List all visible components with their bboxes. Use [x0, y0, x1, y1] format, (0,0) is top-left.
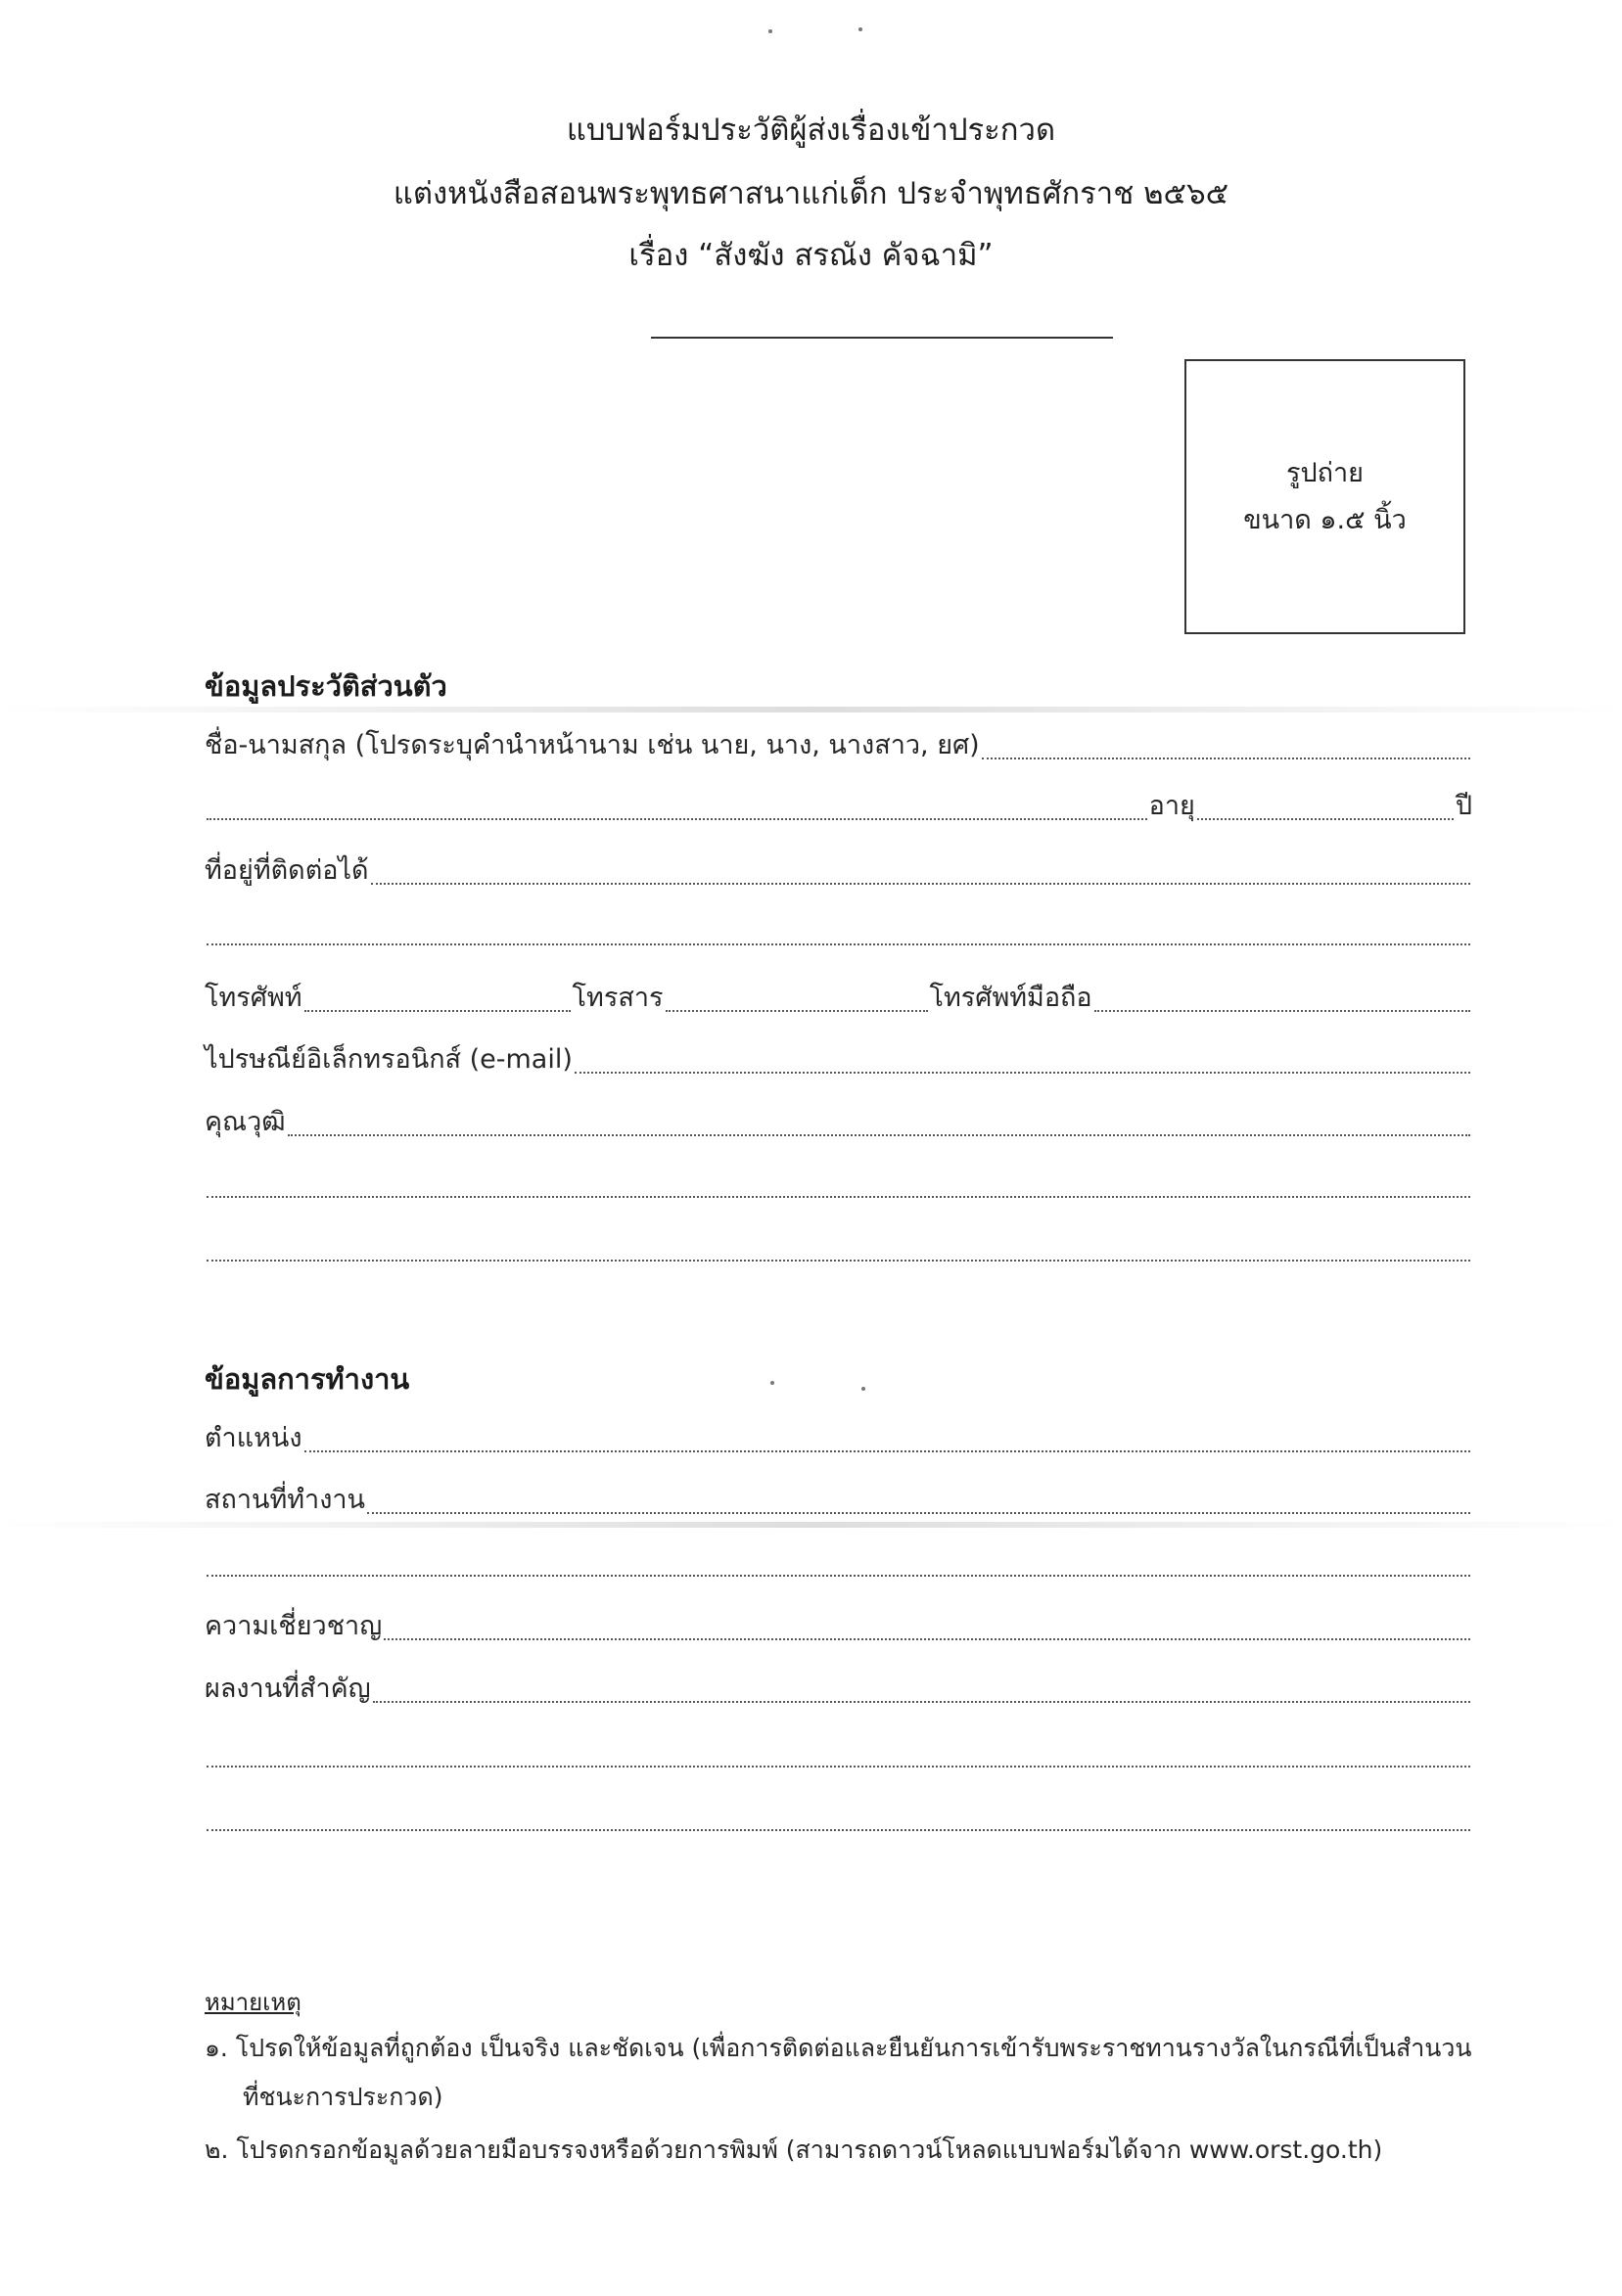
name-age-row [205, 790, 1472, 829]
note-1-line-2: ที่ชนะการประกวด) [243, 2083, 443, 2111]
position-field[interactable] [304, 1449, 1470, 1452]
form-title-line-3: เรื่อง “สังฆัง สรณัง คัจฉามิ” [628, 238, 994, 273]
name-row [205, 729, 1472, 768]
form-title-line-1: แบบฟอร์มประวัติผู้ส่งเรื่องเข้าประกวด [566, 113, 1056, 148]
form-title-line-2: แต่งหนังสือสอนพระพุทธศาสนาแก่เด็ก ประจำพุทธศักราช ๒๕๖๕ [393, 176, 1229, 211]
mobile-label: โทรศัพท์มือถือ [929, 983, 1092, 1013]
achievements-field-line-3[interactable] [207, 1828, 1470, 1831]
age-label: อายุ [1148, 791, 1195, 821]
position-row [205, 1422, 1472, 1461]
age-unit-label: ปี [1455, 791, 1472, 821]
scan-speck [770, 1381, 774, 1385]
address-field[interactable] [371, 882, 1470, 885]
qualification-row-continued [205, 1168, 1472, 1207]
note-2: ๒. โปรดกรอกข้อมูลด้วยลายมือบรรจงหรือด้วยการพิมพ์ (สามารถดาวน์โหลดแบบฟอร์มได้จาก www.orst.go.th) [205, 2135, 1383, 2164]
achievements-row-continued [205, 1801, 1472, 1840]
qualification-field-line-2[interactable] [207, 1195, 1470, 1198]
qualification-field-line-3[interactable] [207, 1259, 1470, 1262]
achievements-row-continued [205, 1737, 1472, 1776]
position-label: ตำแหน่ง [205, 1423, 302, 1453]
achievements-row [205, 1673, 1472, 1712]
name-field[interactable] [982, 757, 1470, 759]
name-label: ชื่อ-นามสกุล (โปรดระบุคำนำหน้านาม เช่น นาย, นาง, นางสาว, ยศ) [205, 730, 980, 760]
address-label: ที่อยู่ที่ติดต่อได้ [205, 855, 369, 886]
workplace-row [205, 1484, 1472, 1523]
photo-label: รูปถ่าย [1286, 457, 1364, 488]
photo-size-label: ขนาด ๑.๕ นิ้ว [1243, 504, 1407, 535]
expertise-label: ความเชี่ยวชาญ [205, 1611, 383, 1641]
work-info-heading: ข้อมูลการทำงาน [205, 1362, 410, 1396]
mobile-field[interactable] [1094, 1009, 1470, 1012]
address-field-continued[interactable] [207, 942, 1470, 945]
workplace-field[interactable] [367, 1511, 1470, 1514]
workplace-row-continued [205, 1546, 1472, 1585]
address-row [205, 854, 1472, 894]
note-1-line-1: ๑. โปรดให้ข้อมูลที่ถูกต้อง เป็นจริง และชัดเจน (เพื่อการติดต่อและยืนยันการเข้ารับพระราชทานรางวัลในกรณีที่เป็นสำนวน [205, 2034, 1472, 2062]
personal-info-heading: ข้อมูลประวัติส่วนตัว [205, 669, 447, 703]
phone-label: โทรศัพท์ [205, 983, 302, 1013]
phone-field[interactable] [304, 1009, 571, 1012]
notes-heading: หมายเหตุ [205, 1989, 301, 2016]
name-field-continued[interactable] [207, 817, 1147, 820]
address-row-continued [205, 915, 1472, 954]
fax-label: โทรสาร [572, 983, 664, 1013]
scan-speck [858, 27, 862, 31]
qualification-label: คุณวุฒิ [205, 1107, 286, 1137]
qualification-row-continued [205, 1231, 1472, 1270]
contact-row [205, 982, 1472, 1021]
photo-placeholder-box[interactable] [1184, 359, 1465, 634]
qualification-field[interactable] [288, 1133, 1470, 1136]
workplace-label: สถานที่ทำงาน [205, 1485, 366, 1515]
workplace-field-continued[interactable] [207, 1574, 1470, 1577]
scan-speck [768, 29, 772, 33]
expertise-field[interactable] [384, 1637, 1470, 1640]
age-field[interactable] [1197, 817, 1454, 820]
title-underline [651, 337, 1113, 339]
achievements-field-line-2[interactable] [207, 1765, 1470, 1768]
email-row [205, 1043, 1472, 1082]
qualification-row [205, 1106, 1472, 1145]
fax-field[interactable] [666, 1009, 928, 1012]
achievements-field[interactable] [373, 1700, 1470, 1703]
achievements-label: ผลงานที่สำคัญ [205, 1674, 371, 1704]
scan-speck [861, 1387, 865, 1391]
email-label: ไปรษณีย์อิเล็กทรอนิกส์ (e-mail) [205, 1044, 573, 1075]
email-field[interactable] [575, 1071, 1470, 1074]
expertise-row [205, 1610, 1472, 1649]
